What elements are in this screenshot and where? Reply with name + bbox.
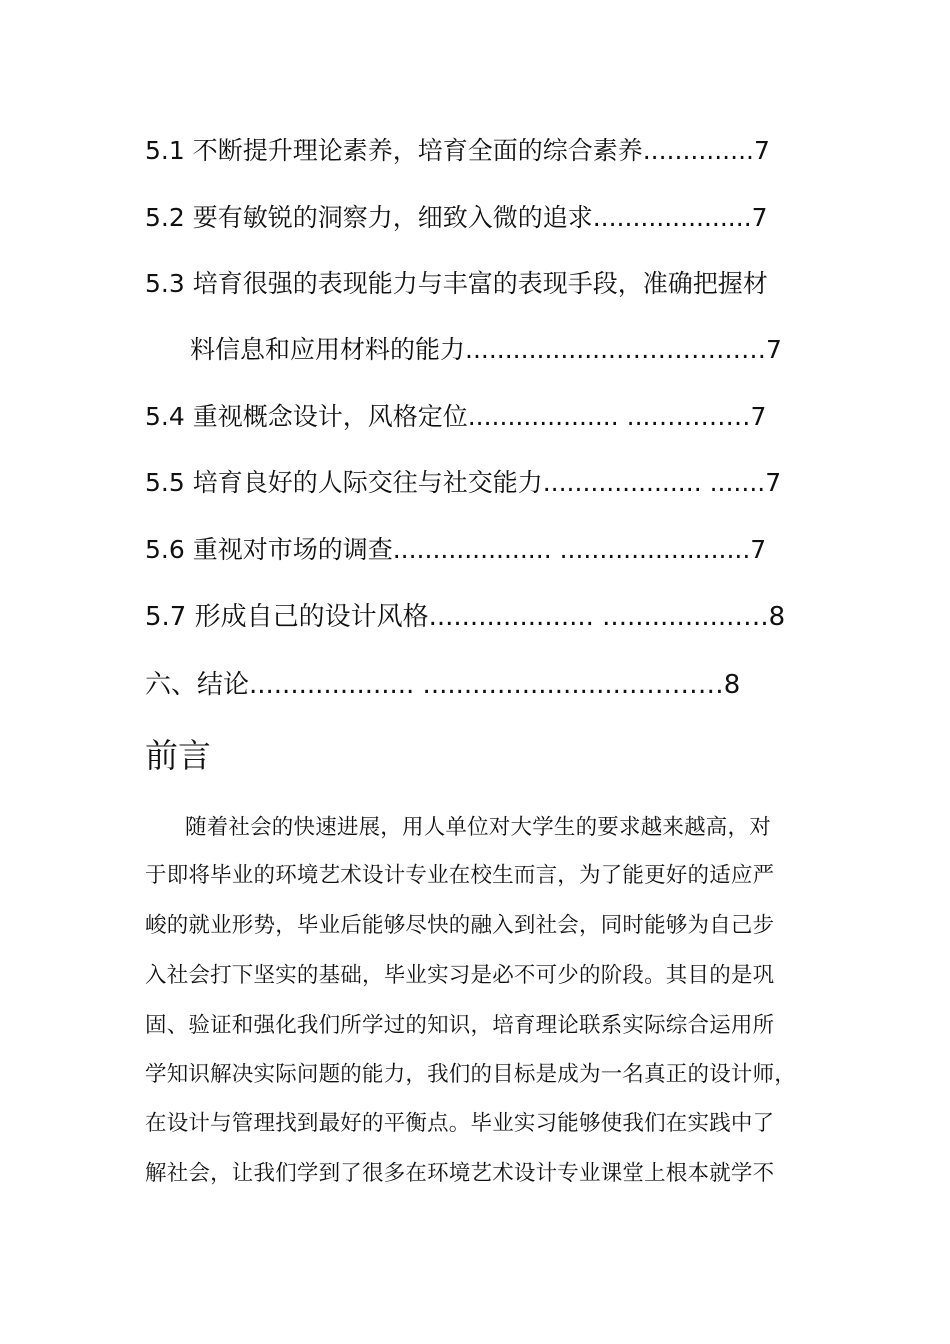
preface-line: 随着社会的快速进展，用人单位对大学生的要求越来越高，对 <box>185 815 771 840</box>
toc-entry-conclusion: 六、结论.................... ..........................….……8 <box>145 670 741 700</box>
toc-entry-5-7: 5.7 形成自己的设计风格.................... ................….8 <box>145 602 786 632</box>
preface-line: 于即将毕业的环境艺术设计专业在校生而言，为了能更好的适应严 <box>145 863 775 888</box>
toc-entry-5-3: 5.3 培育很强的表现能力与丰富的表现手段，准确把握材 <box>145 269 768 298</box>
toc-entry-5-1: 5.1 不断提升理论素养，培育全面的综合素养..............7 <box>145 136 770 165</box>
preface-line: 学知识解决实际问题的能力，我们的目标是成为一名真正的设计师， <box>145 1062 797 1087</box>
preface-heading: 前言 <box>145 736 211 775</box>
toc-entry-5-6: 5.6 重视对市场的调查.................... ........................7 <box>145 535 767 564</box>
toc-entry-5-5: 5.5 培育良好的人际交往与社交能力.................... .......7 <box>145 468 782 497</box>
toc-entry-5-4: 5.4 重视概念设计，风格定位................... ...…………7 <box>145 402 767 431</box>
preface-line: 固、验证和强化我们所学过的知识，培育理论联系实际综合运用所 <box>145 1013 775 1038</box>
preface-line: 入社会打下坚实的基础，毕业实习是必不可少的阶段。其目的是巩 <box>145 963 775 988</box>
preface-line: 解社会，让我们学到了很多在环境艺术设计专业课堂上根本就学不 <box>145 1161 775 1186</box>
toc-entry-5-3-continued: 料信息和应用材料的能力...................………………7 <box>190 335 782 364</box>
preface-line: 峻的就业形势，毕业后能够尽快的融入到社会，同时能够为自己步 <box>145 913 775 938</box>
preface-line: 在设计与管理找到最好的平衡点。毕业实习能够使我们在实践中了 <box>145 1111 775 1136</box>
toc-entry-5-2: 5.2 要有敏锐的洞察力，细致入微的追求....................7 <box>145 203 768 232</box>
